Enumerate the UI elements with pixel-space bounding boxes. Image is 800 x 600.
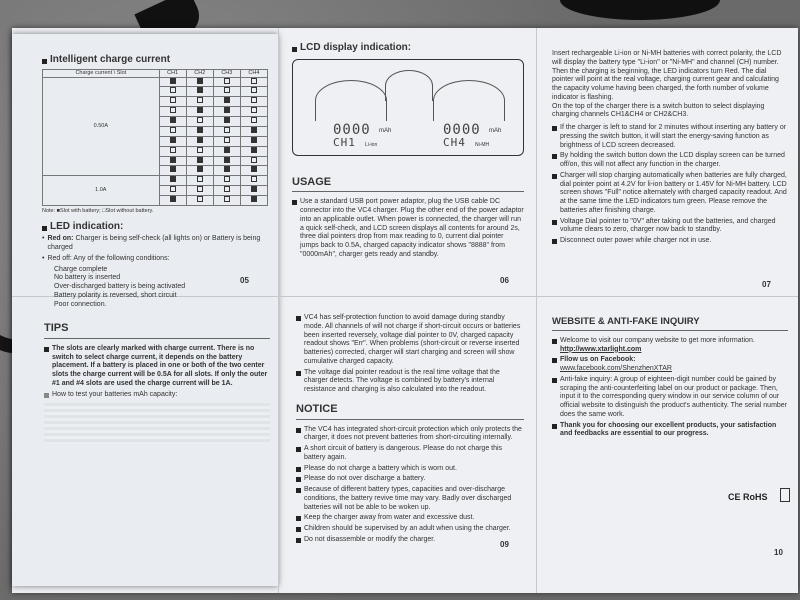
list-item: Battery polarity is reversed, short circuit xyxy=(54,291,177,299)
paragraph: The slots are clearly marked with charge current. There is no switch to select charge current, it depends on the battery placement. If a battery is placed in one or both of the two center slots the charge current will be 0.5A for all slots. If only the outer #1 and #4 slots are used the charge current will be 1A. xyxy=(52,344,268,387)
fold-line xyxy=(536,28,537,593)
paragraph: How to test your batteries mAh capacity: xyxy=(52,390,178,398)
page-10 xyxy=(552,312,788,502)
section-title: LCD display indication: xyxy=(300,42,412,53)
certification-marks: CE RoHS xyxy=(728,492,768,502)
paragraph: On the top of the charger there is a switch button to select displaying charging channels CH1&CH4 or CH2&CH3. xyxy=(552,102,765,119)
paragraph: Welcome to visit our company website to get more information. xyxy=(560,336,755,344)
table-note: Note: ■Slot with battery; □Slot without battery. xyxy=(42,207,154,214)
lcd-battery-type: Li-ion xyxy=(365,141,378,148)
lcd-unit: mAh xyxy=(379,127,392,134)
led-label: Red on: xyxy=(47,235,74,243)
section-title: WEBSITE & ANTI-FAKE INQUIRY xyxy=(552,316,700,327)
page-05: Intelligent charge current Charge current \ Slot CH1 CH2 CH3 CH4 0.50A 1.0A Note: ■Slot with battery; □Slot without battery. LED indication: • Red on: Charger is being self-check (all lights on) or Battery is being charged • Red off: Any of the following conditions: Charge complete No battery is inserted Over-discharged battery is being activated Battery polarity is reversed, short circuit Poor connection. xyxy=(42,52,268,292)
page-06 xyxy=(292,40,524,290)
paragraph: Insert rechargeable Li-ion or Ni-MH batteries with correct polarity, the LCD will display the battery type "Li-ion" or "Ni-MH" and channel (CH) number. Then the charging is beginning, the LED indicators turn Red. The dial pointer will point at the real voltage, charging current gear and calculating the capacity volume having been charged, the forth number of volume indicator is flashing. xyxy=(552,50,782,101)
list-item: No battery is inserted xyxy=(54,274,121,282)
lcd-channel: CH1 xyxy=(333,135,356,149)
section-title: TIPS xyxy=(44,322,69,334)
list-item: Keep the charger away from water and excessive dust. xyxy=(304,514,475,522)
list-item: Do not disassemble or modify the charger. xyxy=(304,535,436,543)
list-item: Please do not over discharge a battery. xyxy=(304,475,426,483)
list-item: Poor connection. xyxy=(54,300,107,308)
list-item: Disconnect outer power while charger not in use. xyxy=(560,237,712,244)
section-title: NOTICE xyxy=(296,402,338,415)
list-item: A short circuit of battery is dangerous. Please do not charge this battery again. xyxy=(304,445,503,461)
table-header: CH1 xyxy=(159,69,186,77)
paragraph: Anti-fake inquiry: A group of eighteen-digit number could be gained by scraping the anti-counterfeiting label on our product or package. Then, input it to the corresponding query window in our service column of our official website to distinguish the product's authenticity. The serial number does the same work. xyxy=(560,375,788,418)
lcd-channel: CH4 xyxy=(443,135,466,149)
facebook-link[interactable]: www.facebook.com/ShenzhenXTAR xyxy=(560,365,672,373)
section-title: LED indication: xyxy=(50,220,124,232)
page-09 xyxy=(296,312,524,580)
table-cell: 0.50A xyxy=(43,77,160,176)
table-cell: 1.0A xyxy=(43,176,160,206)
list-item: Over-discharged battery is being activated xyxy=(54,283,186,290)
page-number: 09 xyxy=(500,540,509,549)
page-number: 07 xyxy=(762,280,771,289)
paragraph: Use a standard USB port power adaptor, plug the USB cable DC connector into the VC4 charger. Plug the other end of the power adaptor into an applicable outlet. When power is connected, the charger will run a quick self-check, and LCD screen displays all contents for around 2s, three dial pointers drop from max reading to 0, current dial pointer jumps back to 0.5A, charged capacity indicator shows "8888" from "0000mAh", charger gets ready and standby. xyxy=(300,198,524,258)
page-number: 06 xyxy=(500,276,509,285)
led-text: Red off: Any of the following conditions: xyxy=(47,254,170,262)
charge-current-table xyxy=(42,69,268,206)
table-header: CH4 xyxy=(240,69,267,77)
lcd-capacity-left: 0000 xyxy=(333,121,371,138)
section-title: Intelligent charge current xyxy=(50,54,171,65)
website-link[interactable]: http://www.xtarlight.com xyxy=(560,345,642,353)
wheelie-bin-icon xyxy=(780,488,790,502)
section-title: USAGE xyxy=(292,175,332,188)
list-item: Because of different battery types, capacities and over-discharge conditions, the battery revive time may vary. Badly over discharged batteries will not be able to be woken up. xyxy=(304,486,512,511)
lcd-diagram xyxy=(292,59,524,156)
paragraph: Thank you for choosing our excellent products, your satisfaction and feedbacks are essential to our progress. xyxy=(560,421,777,438)
lcd-battery-type: Ni-MH xyxy=(475,141,490,148)
list-item: Charger will stop charging automatically when batteries are fully charged, dial pointer point at 4.2V for li-ion battery or 1.45V for Ni-MH battery. LCD screen shows "Full" notice alternately with charged capacity readout. And at the same time the LED indicators turn green. Please remove the batteries after finishing charge. xyxy=(560,171,787,214)
fold-line xyxy=(278,28,279,593)
lcd-unit: mAh xyxy=(489,127,502,134)
list-item: Children should be supervised by an adult when using the charger. xyxy=(304,525,511,532)
page-08 xyxy=(44,318,270,578)
voltage-dial xyxy=(315,80,387,121)
current-dial xyxy=(385,70,433,101)
list-item: If the charger is left to stand for 2 minutes without inserting any battery or pressing the switch button, it will start the energy-saving function as brightness of LCD screen decreased. xyxy=(560,124,787,149)
lcd-capacity-right: 0000 xyxy=(443,121,481,138)
list-item: The VC4 has integrated short-circuit protection which only protects the charger, it does not prevent batteries from short-circuiting internally. xyxy=(304,425,522,442)
paragraph: VC4 has self-protection function to avoid damage during standby mode. All channels of will not charge if short-circuit occurs or batteries been inserted reversely, voltage dial pointer to 0V, charged capacity readout shows "Err". When problems (short-circuit or reverse inserted batteries) corrected, charger will start charging and screen will show cumulative charged capacity. xyxy=(304,314,521,365)
list-item: By holding the switch button down the LCD display screen can be turned off/on, this will not affect any function in the charger. xyxy=(560,152,785,168)
faded-text-block xyxy=(44,403,270,443)
page-number: 10 xyxy=(774,548,783,557)
voltage-dial xyxy=(433,80,505,121)
page-number: 05 xyxy=(240,276,249,285)
list-item: Charge complete xyxy=(54,265,108,273)
paragraph: Fllow us on Facebook: xyxy=(560,356,636,364)
page-07 xyxy=(552,50,788,280)
led-text: Charger is being self-check (all lights on) or Battery is being charged xyxy=(47,235,261,251)
table-header: Charge current \ Slot xyxy=(43,69,160,77)
list-item: Please do not charge a battery which is worn out. xyxy=(304,464,457,472)
table-header: CH2 xyxy=(186,69,213,77)
list-item: Voltage Dial pointer to "0V" after taking out the batteries, and charged volume clears to zero, charger now back to standby. xyxy=(560,217,776,234)
table-header: CH3 xyxy=(213,69,240,77)
paragraph: The voltage dial pointer readout is the real time voltage that the charger detects. The voltage is combined by battery's internal resistance and charging is also calculated into the readout. xyxy=(304,368,500,393)
